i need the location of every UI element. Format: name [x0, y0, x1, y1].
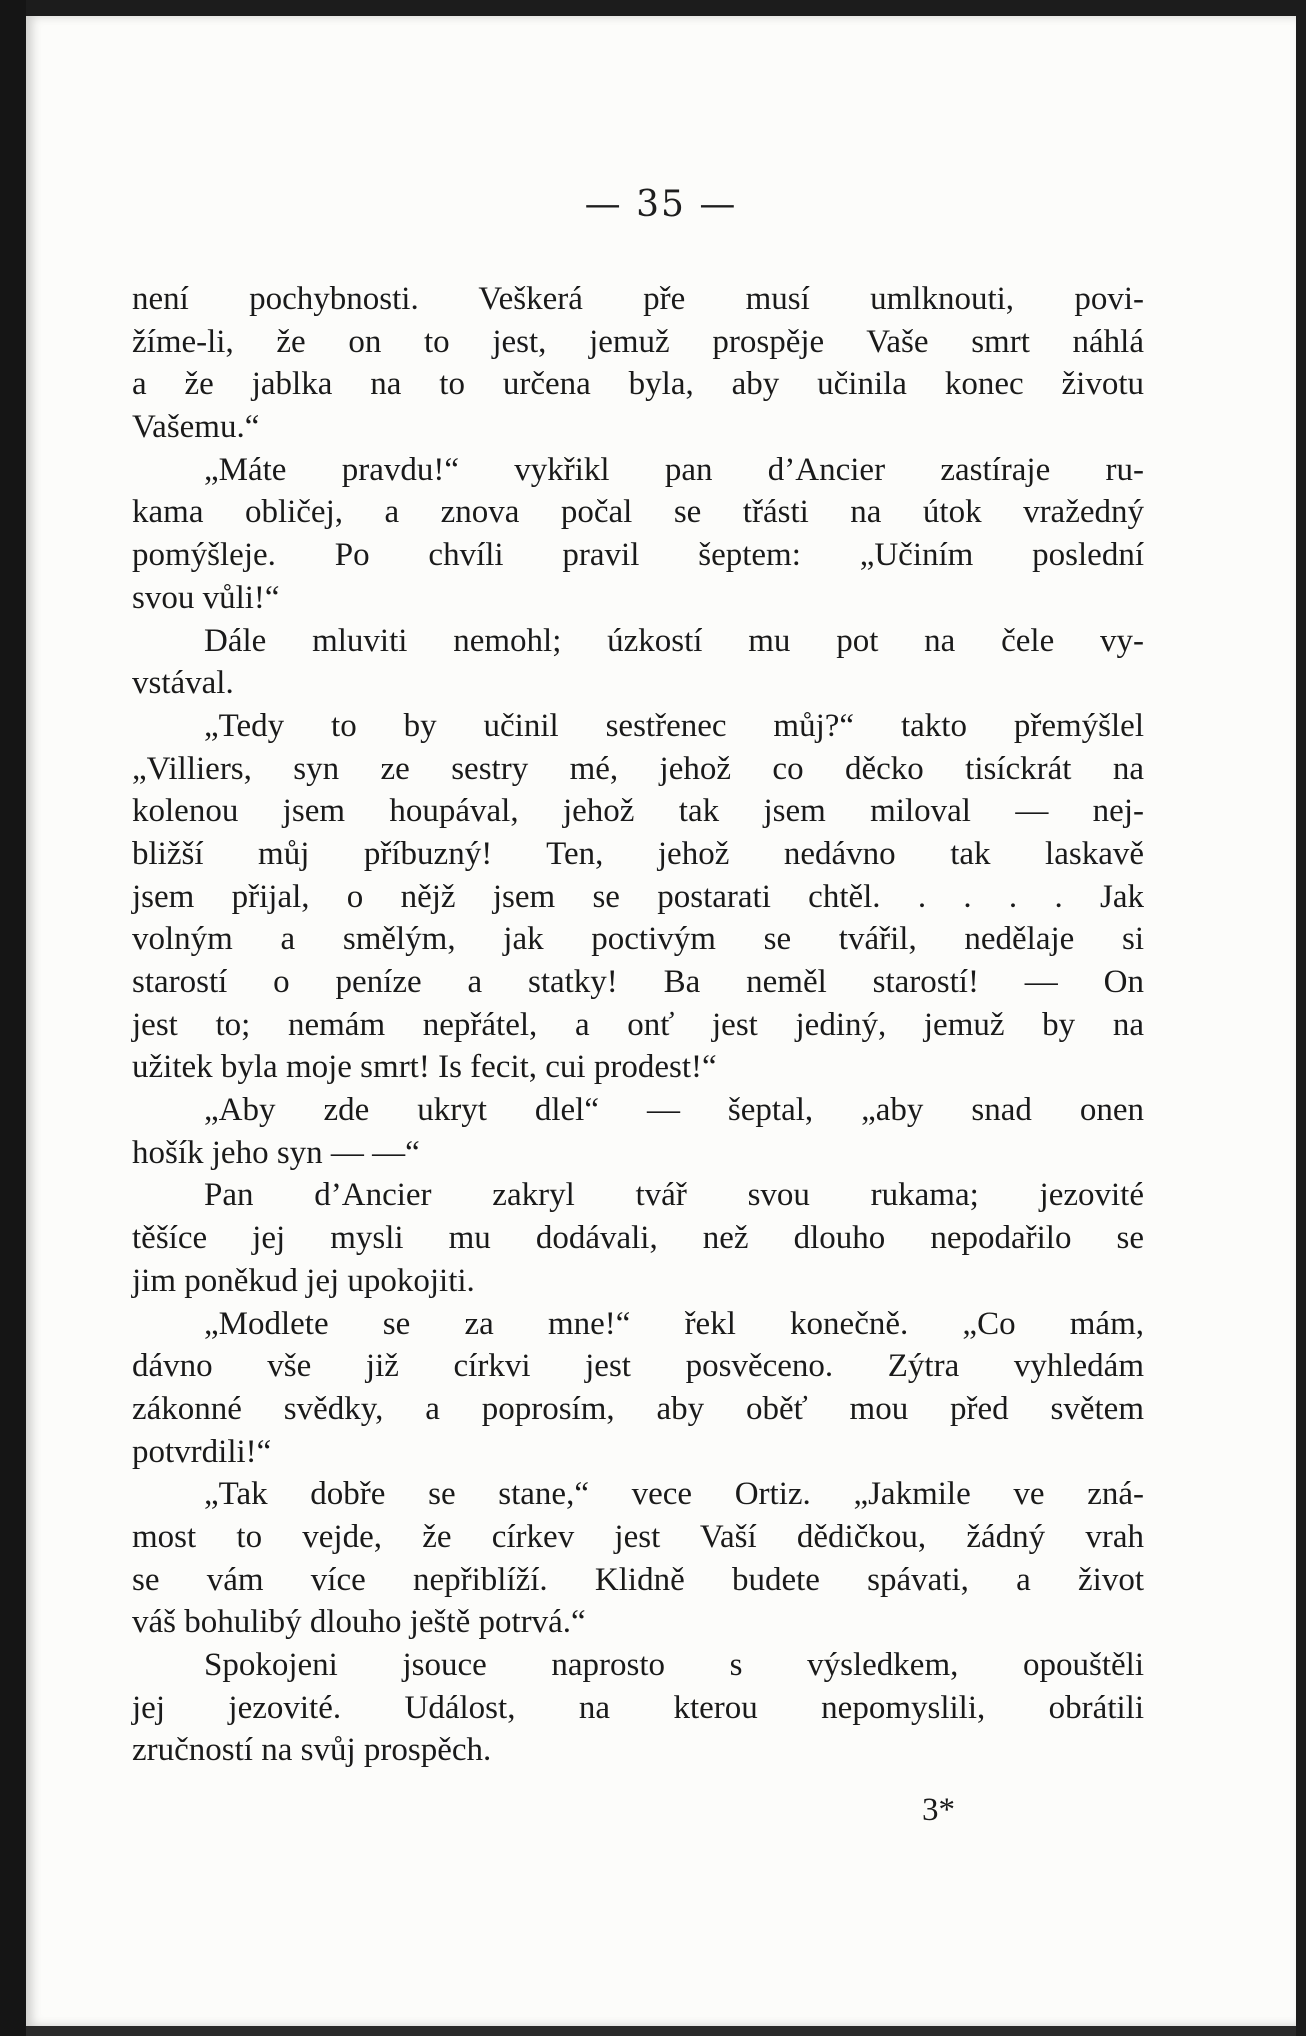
text-line: vstával. [132, 665, 234, 702]
text-line: není pochybnosti. Veškerá pře musí umlknouti, povi- [132, 281, 1144, 317]
text-line: zákonné svědky, a poprosím, aby oběť mou před světem [132, 1390, 1144, 1427]
text-line: Spokojeni jsouce naprosto s výsledkem, opouštěli [204, 1647, 1144, 1683]
text-line: váš bohulibý dlouho ještě potrvá.“ [132, 1604, 586, 1641]
text-line: „Aby zde ukryt dlel“ — šeptal, „aby snad onen [204, 1092, 1144, 1129]
page-signature: 3* [922, 1792, 955, 1828]
text-line: „Tak dobře se stane,“ vece Ortiz. „Jakmile ve zná- [204, 1476, 1144, 1513]
text-line: dávno vše již církvi jest posvěceno. Zýtra vyhledám [132, 1348, 1144, 1385]
text-line: a že jablka na to určena byla, aby učinila konec životu [132, 366, 1144, 403]
text-line: hošík jeho syn — —“ [132, 1134, 420, 1171]
text-line: Vašemu.“ [132, 409, 260, 446]
text-line: jej jezovité. Událost, na kterou nepomyslili, obrátili [132, 1689, 1144, 1726]
text-line: volným a smělým, jak poctivým se tvářil, nedělaje si [132, 921, 1144, 958]
text-line: Pan d’Ancier zakryl tvář svou rukama; jezovité [204, 1177, 1144, 1214]
text-line: svou vůli!“ [132, 579, 280, 616]
book-page [26, 16, 1296, 2026]
text-line: „Máte pravdu!“ vykřikl pan d’Ancier zastíraje ru- [204, 451, 1144, 488]
text-line: těšíce jej mysli mu dodávali, než dlouho nepodařilo se [132, 1220, 1144, 1257]
text-line: kolenou jsem houpával, jehož tak jsem miloval — nej- [132, 793, 1144, 830]
page-number: — 35 — [584, 184, 738, 225]
text-line: bližší můj příbuzný! Ten, jehož nedávno tak laskavě [132, 835, 1144, 872]
scan-edge-top [0, 0, 1306, 16]
text-line: most to vejde, že církev jest Vaší dědičkou, žádný vrah [132, 1518, 1144, 1555]
text-line: jest to; nemám nepřátel, a onť jest jediný, jemuž by na [132, 1006, 1144, 1043]
text-line: Dále mluviti nemohl; úzkostí mu pot na čele vy- [204, 622, 1144, 659]
text-line: „Villiers, syn ze sestry mé, jehož co děcko tisíckrát na [132, 750, 1144, 787]
text-line: „Modlete se za mne!“ řekl konečně. „Co mám, [204, 1305, 1144, 1342]
text-line: potvrdili!“ [132, 1433, 272, 1470]
text-line: jsem přijal, o nějž jsem se postarati chtěl. . . . . Jak [132, 878, 1144, 915]
scan-edge-right [1296, 0, 1306, 2036]
text-line: jim poněkud jej upokojiti. [132, 1262, 475, 1299]
text-line: pomýšleje. Po chvíli pravil šeptem: „Učiním poslední [132, 537, 1144, 574]
text-line: kama obličej, a znova počal se třásti na útok vražedný [132, 494, 1144, 531]
text-line: žíme-li, že on to jest, jemuž prospěje Vaše smrt náhlá [132, 323, 1144, 360]
text-line: užitek byla moje smrt! Is fecit, cui prodest!“ [132, 1049, 717, 1086]
text-line: „Tedy to by učinil sestřenec můj?“ takto přemýšlel [204, 707, 1144, 744]
scan-edge-left [0, 0, 26, 2036]
text-line: zručností na svůj prospěch. [132, 1732, 492, 1769]
text-line: se vám více nepřiblíží. Klidně budete spávati, a život [132, 1561, 1144, 1598]
text-line: starostí o peníze a statky! Ba neměl starostí! — On [132, 964, 1144, 1000]
body-text [132, 278, 1144, 1772]
